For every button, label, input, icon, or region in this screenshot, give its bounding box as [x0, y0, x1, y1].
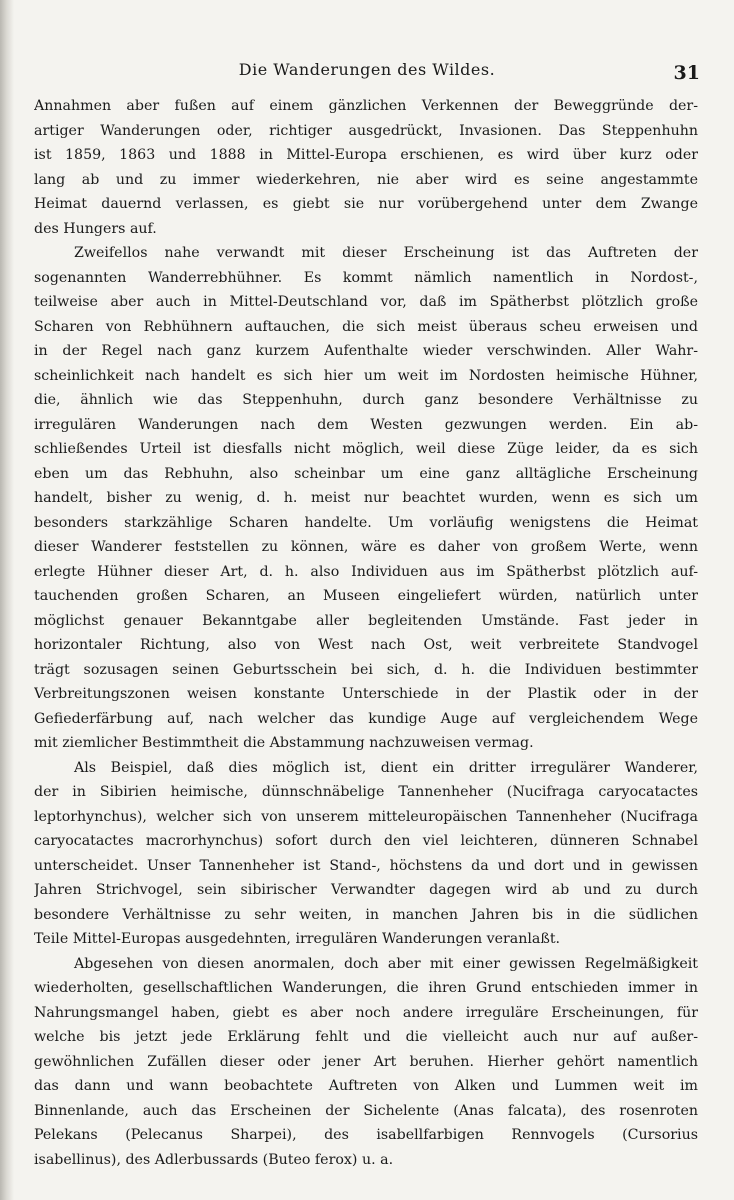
text-line: besondere Verhältnisse zu sehr weiten, in manchen Jahren bis in die südlichen	[34, 906, 698, 923]
text-line: Zweifellos nahe verwandt mit dieser Erscheinung ist das Auftreten der	[74, 245, 698, 261]
body-text	[34, 94, 698, 1172]
running-head	[0, 58, 734, 88]
text-line: das dann und wann beobachtete Auftreten von Alken und Lummen weit im	[34, 1078, 698, 1094]
text-line: Teile Mittel-Europas ausgedehnten, irregulären Wanderungen veranlaßt.	[34, 931, 561, 947]
text-line: artiger Wanderungen oder, richtiger ausgedrückt, Invasionen. Das Steppenhuhn	[34, 122, 698, 139]
text-line: teilweise aber auch in Mittel-Deutschland vor, daß im Spätherbst plötzlich große	[34, 294, 698, 310]
text-line: wiederholten, gesellschaftlichen Wanderungen, die ihren Grund entschieden immer in	[34, 980, 698, 996]
text-line: Scharen von Rebhühnern auftauchen, die sich meist überaus scheu erweisen und	[34, 318, 698, 335]
text-line: mit ziemlicher Bestimmtheit die Abstammung nachzuweisen vermag.	[34, 735, 534, 751]
text-line: die, ähnlich wie das Steppenhuhn, durch ganz besondere Verhältnisse zu	[34, 392, 698, 408]
text-line: caryocatactes macrorhynchus) sofort durch den viel leichteren, dünneren Schnabel	[34, 833, 698, 849]
text-line: lang ab und zu immer wiederkehren, nie aber wird es seine angestammte	[34, 171, 698, 188]
text-line: isabellinus), des Adlerbussards (Buteo ferox) u. a.	[34, 1151, 394, 1168]
text-line: des Hungers auf.	[34, 220, 157, 237]
text-line: welche bis jetzt jede Erklärung fehlt und die vielleicht auch nur auf außer-	[34, 1029, 698, 1045]
text-line: der in Sibirien heimische, dünnschnäbelige Tannenheher (Nucifraga caryocatactes	[34, 784, 698, 800]
text-line: Jahren Strichvogel, sein sibirischer Verwandter dagegen wird ab und zu durch	[34, 882, 698, 898]
text-line: Binnenlande, auch das Erscheinen der Sichelente (Anas falcata), des rosenroten	[34, 1102, 698, 1119]
running-title: Die Wanderungen des Wildes.	[238, 60, 496, 79]
text-line: dieser Wanderer feststellen zu können, wäre es daher von großem Werte, wenn	[34, 539, 698, 555]
text-line: ist 1859, 1863 und 1888 in Mittel-Europa erschienen, es wird über kurz oder	[34, 147, 698, 163]
text-line: unterscheidet. Unser Tannenheher ist Stand-, höchstens da und dort und in gewissen	[34, 857, 698, 874]
text-line: horizontaler Richtung, also von West nach Ost, weit verbreitete Standvogel	[34, 637, 698, 653]
text-line: Heimat dauernd verlassen, es giebt sie nur vorübergehend unter dem Zwange	[34, 196, 698, 212]
page-edge	[0, 0, 14, 1200]
page-number: 31	[673, 62, 700, 84]
text-line: Abgesehen von diesen anormalen, doch aber mit einer gewissen Regelmäßigkeit	[74, 955, 698, 972]
text-line: Als Beispiel, daß dies möglich ist, dient ein dritter irregulärer Wanderer,	[74, 759, 698, 776]
text-line: in der Regel nach ganz kurzem Aufenthalte wieder verschwinden. Aller Wahr-	[34, 343, 698, 359]
text-line: möglichst genauer Bekanntgabe aller begleitenden Umstände. Fast jeder in	[34, 612, 698, 629]
text-line: handelt, bisher zu wenig, d. h. meist nur beachtet wurden, wenn es sich um	[34, 490, 698, 506]
text-line: gewöhnlichen Zufällen dieser oder jener Art beruhen. Hierher gehört namentlich	[34, 1053, 698, 1070]
text-line: tauchenden großen Scharen, an Museen eingeliefert würden, natürlich unter	[34, 588, 698, 604]
text-line: besonders starkzählige Scharen handelte. Um vorläufig wenigstens die Heimat	[34, 514, 698, 531]
text-line: scheinlichkeit nach handelt es sich hier um weit im Nordosten heimische Hühner,	[34, 367, 698, 384]
text-line: erlegte Hühner dieser Art, d. h. also Individuen aus im Spätherbst plötzlich auf-	[34, 563, 698, 580]
text-line: sogenannten Wanderrebhühner. Es kommt nämlich namentlich in Nordost-,	[34, 269, 698, 286]
text-line: trägt sozusagen seinen Geburtsschein bei sich, d. h. die Individuen bestimmter	[34, 661, 698, 678]
text-line: schließendes Urteil ist diesfalls nicht möglich, weil diese Züge leider, da es sich	[34, 441, 698, 457]
text-line: Verbreitungszonen weisen konstante Unterschiede in der Plastik oder in der	[34, 686, 698, 702]
text-line: Annahmen aber fußen auf einem gänzlichen Verkennen der Beweggründe der-	[34, 98, 698, 114]
text-line: Nahrungsmangel haben, giebt es aber noch andere irreguläre Erscheinungen, für	[34, 1004, 698, 1021]
text-line: leptorhynchus), welcher sich von unserem mitteleuropäischen Tannenheher (Nucifraga	[34, 808, 698, 825]
text-line: Pelekans (Pelecanus Sharpei), des isabellfarbigen Rennvogels (Cursorius	[34, 1127, 698, 1143]
text-line: eben um das Rebhuhn, also scheinbar um eine ganz alltägliche Erscheinung	[34, 465, 698, 482]
text-line: Gefiederfärbung auf, nach welcher das kundige Auge auf vergleichendem Wege	[34, 710, 698, 727]
text-line: irregulären Wanderungen nach dem Westen gezwungen werden. Ein ab-	[34, 416, 698, 433]
